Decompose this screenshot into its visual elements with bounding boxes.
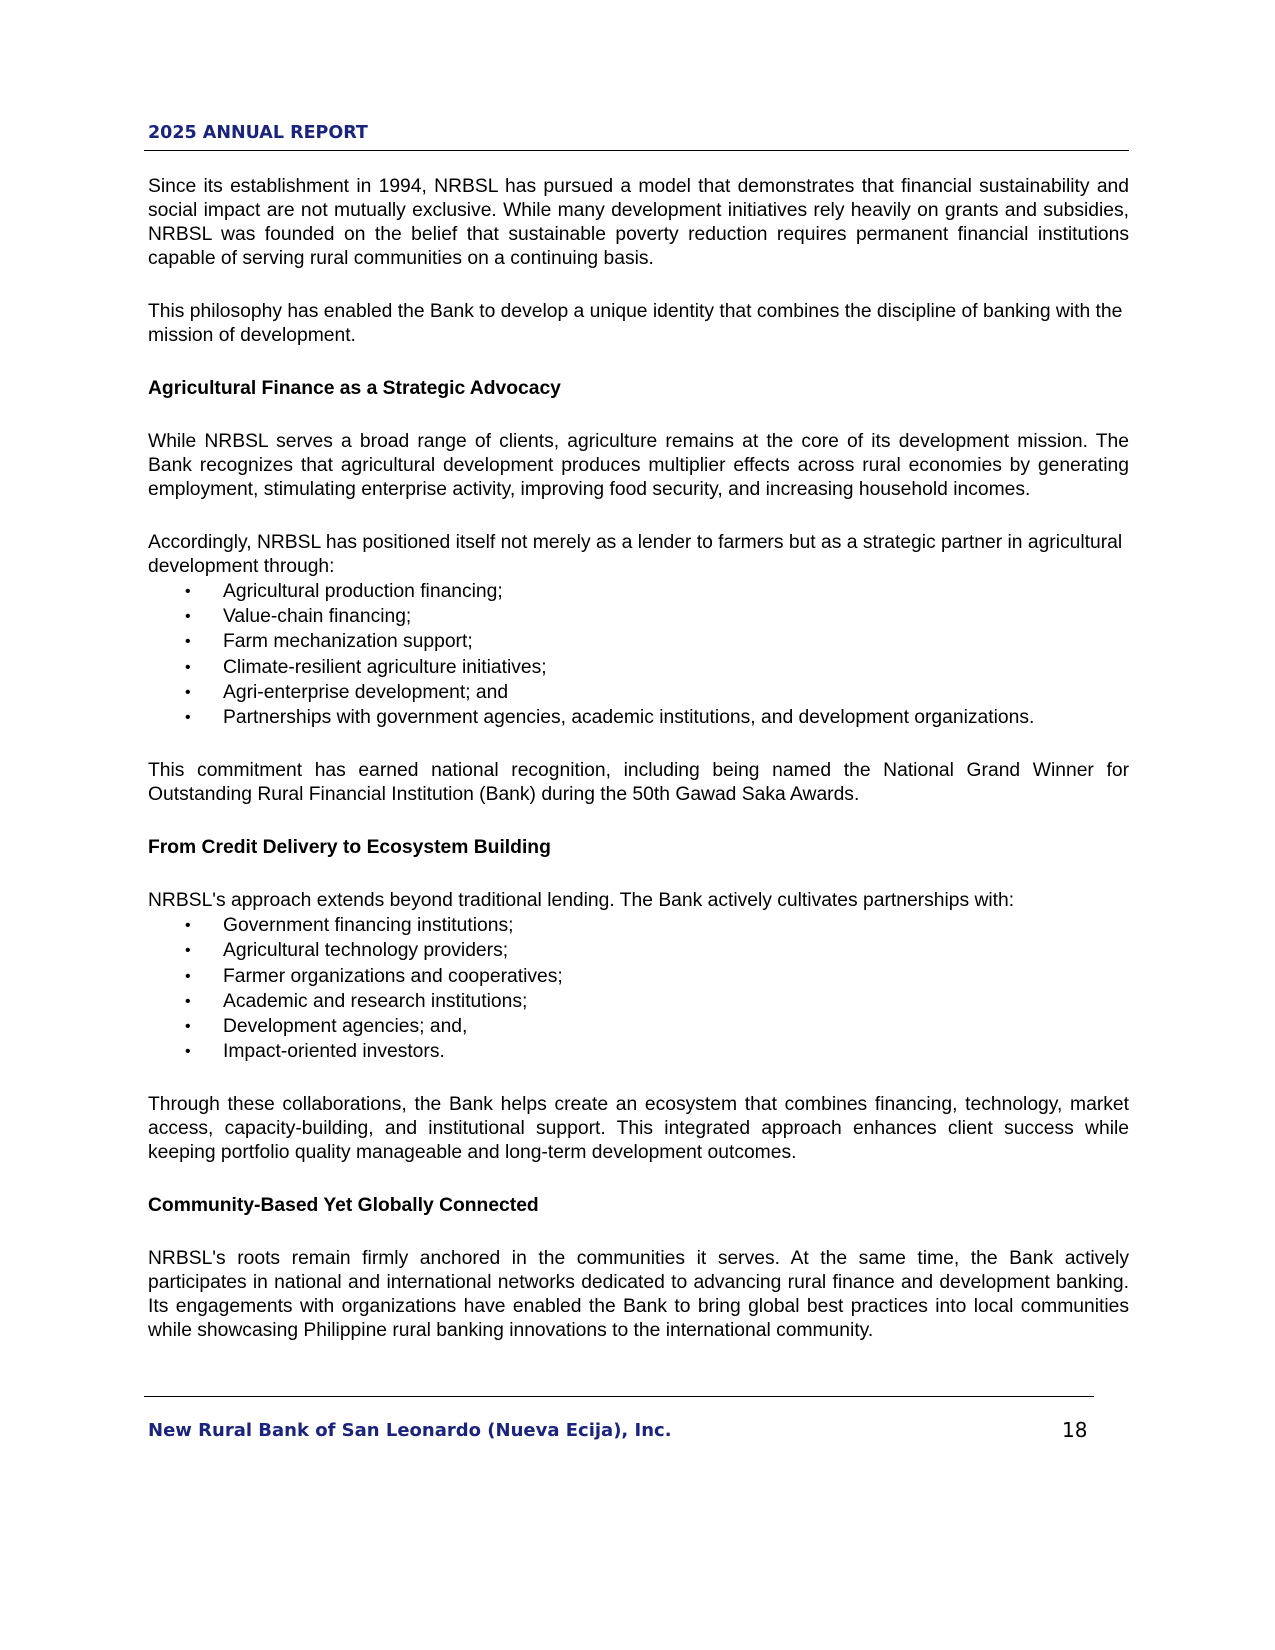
list-item bbox=[148, 680, 1129, 705]
list-item bbox=[148, 604, 1129, 629]
paragraph-strategic-partner: Accordingly, NRBSL has positioned itself not merely as a lender to farmers but as a strategic partner in agricultural development through: bbox=[148, 532, 1123, 577]
bullet-icon: • bbox=[185, 658, 191, 676]
bullet-icon: • bbox=[185, 583, 191, 600]
paragraph-roots: NRBSL's roots remain firmly anchored in the communities it serves. At the same time, the Bank actively participates in national and international networks dedicated to advancing rural finance and development banking. Its engagements with organizations have enabled the Bank to bring global best practices into local communities while showcasing Philippine rural banking innovations to the international community. bbox=[148, 1248, 1129, 1342]
list-item-text: Impact-oriented investors. bbox=[223, 1041, 445, 1063]
list-item-text: Partnerships with government agencies, academic institutions, and development organizations. bbox=[223, 706, 1035, 728]
list-item bbox=[148, 629, 1129, 654]
spacer bbox=[148, 860, 1129, 889]
section-heading-ecosystem: From Credit Delivery to Ecosystem Building bbox=[148, 837, 551, 859]
list-item bbox=[148, 705, 1129, 730]
paragraph-approach: NRBSL's approach extends beyond traditional lending. The Bank actively cultivates partnerships with: bbox=[148, 890, 1015, 912]
bullet-icon: • bbox=[185, 633, 191, 651]
bullet-icon: • bbox=[185, 992, 191, 1010]
bullet-icon: • bbox=[185, 608, 191, 626]
list-item-text: Agricultural technology providers; bbox=[223, 940, 509, 962]
list-item bbox=[148, 938, 1129, 963]
list-item bbox=[148, 655, 1129, 680]
footer-divider bbox=[144, 1396, 1094, 1397]
list-item bbox=[148, 989, 1129, 1014]
section-heading-agricultural-finance: Agricultural Finance as a Strategic Advocacy bbox=[148, 378, 561, 399]
section-heading-community: Community-Based Yet Globally Connected bbox=[148, 1195, 539, 1217]
footer-bank-name: New Rural Bank of San Leonardo (Nueva Ecija), Inc. bbox=[148, 1420, 672, 1441]
page-number: 18 bbox=[1062, 1418, 1088, 1442]
report-title: 2025 ANNUAL REPORT bbox=[148, 123, 368, 143]
bullet-icon: • bbox=[185, 1043, 191, 1061]
bullet-icon: • bbox=[185, 942, 191, 960]
list-partnerships bbox=[148, 913, 1129, 1064]
list-item-text: Farm mechanization support; bbox=[223, 631, 473, 653]
list-item-text: Government financing institutions; bbox=[223, 915, 514, 937]
spacer bbox=[148, 502, 1129, 531]
list-item bbox=[148, 913, 1129, 938]
spacer bbox=[148, 401, 1129, 430]
spacer bbox=[148, 271, 1129, 300]
bullet-icon: • bbox=[185, 1017, 191, 1035]
list-item-text: Development agencies; and, bbox=[223, 1015, 468, 1037]
paragraph-philosophy: This philosophy has enabled the Bank to develop a unique identity that combines the discipline of banking with the mission of development. bbox=[148, 301, 1123, 346]
list-item-text: Agri-enterprise development; and bbox=[223, 681, 509, 703]
paragraph-agriculture-core: While NRBSL serves a broad range of clients, agriculture remains at the core of its development mission. The Bank recognizes that agricultural development produces multiplier effects across rural economies by generating employment, stimulating enterprise activity, improving food security, and increasing household incomes. bbox=[148, 431, 1129, 500]
paragraph-collaborations: Through these collaborations, the Bank helps create an ecosystem that combines financing, technology, market access, capacity-building, and institutional support. This integrated approach enhances client success while keeping portfolio quality manageable and long-term development outcomes. bbox=[148, 1094, 1129, 1164]
list-item-text: Value-chain financing; bbox=[223, 606, 412, 628]
bullet-icon: • bbox=[185, 967, 191, 985]
header-divider bbox=[144, 150, 1129, 151]
spacer bbox=[148, 1218, 1129, 1247]
list-agricultural-development bbox=[148, 579, 1129, 730]
list-item-text: Agricultural production financing; bbox=[223, 581, 503, 602]
bullet-icon: • bbox=[185, 683, 191, 701]
spacer bbox=[148, 1165, 1129, 1194]
paragraph-recognition: This commitment has earned national recognition, including being named the National Grand Winner for Outstanding Rural Financial Institution (Bank) during the 50th Gawad Saka Awards. bbox=[148, 760, 1129, 806]
list-item bbox=[148, 1039, 1129, 1064]
bullet-icon: • bbox=[185, 917, 191, 935]
list-item-text: Farmer organizations and cooperatives; bbox=[223, 965, 563, 987]
paragraph-establishment: Since its establishment in 1994, NRBSL has pursued a model that demonstrates that financial sustainability and social impact are not mutually exclusive. While many development initiatives rely heavily on grants and subsidies, NRBSL was founded on the belief that sustainable poverty reduction requires permanent financial institutions capable of serving rural communities on a continuing basis. bbox=[148, 176, 1129, 269]
spacer bbox=[148, 807, 1129, 836]
list-item-text: Climate-resilient agriculture initiatives; bbox=[223, 656, 547, 678]
list-item-text: Academic and research institutions; bbox=[223, 990, 528, 1012]
list-item bbox=[148, 579, 1129, 604]
bullet-icon: • bbox=[185, 708, 191, 726]
spacer bbox=[148, 730, 1129, 759]
list-item bbox=[148, 964, 1129, 989]
spacer bbox=[148, 348, 1129, 377]
spacer bbox=[148, 1064, 1129, 1093]
page-content bbox=[148, 175, 1129, 1343]
list-item bbox=[148, 1014, 1129, 1039]
